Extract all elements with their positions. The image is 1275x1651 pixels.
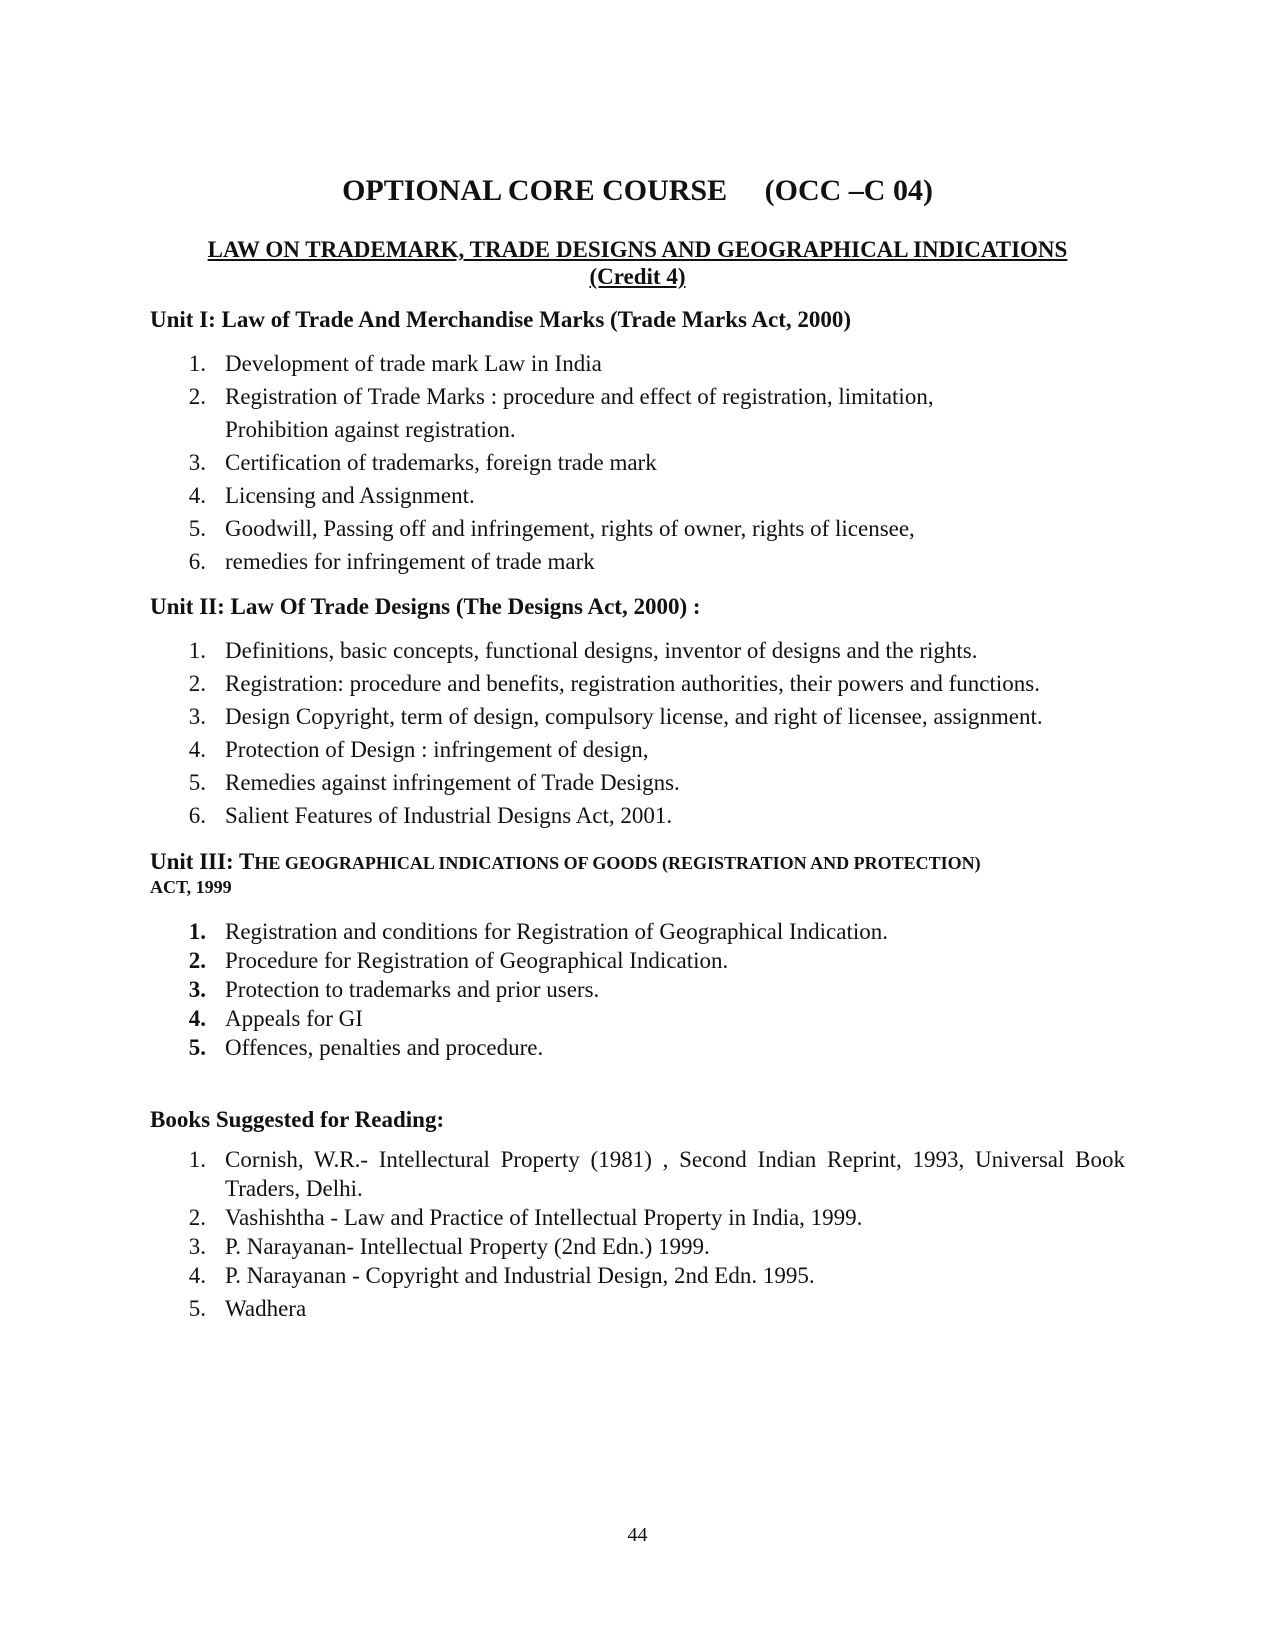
item-text: Registration of Trade Marks : procedure and effect of registration, limitation,	[225, 384, 934, 409]
books-list	[150, 1145, 1125, 1323]
item-number: 4.	[188, 1263, 206, 1288]
item-text: Goodwill, Passing off and infringement, rights of owner, rights of licensee,	[225, 516, 915, 541]
unit3-heading	[150, 848, 1125, 897]
list-item	[150, 347, 1125, 380]
item-text: Vashishtha - Law and Practice of Intellectual Property in India, 1999.	[225, 1205, 863, 1230]
item-text: Registration and conditions for Registration of Geographical Indication.	[225, 919, 889, 944]
item-text: Protection of Design : infringement of design,	[225, 737, 649, 762]
item-text: P. Narayanan- Intellectual Property (2nd Edn.) 1999.	[225, 1234, 710, 1259]
list-item	[150, 1261, 1125, 1290]
item-number: 2.	[188, 671, 206, 696]
list-item	[150, 1033, 1125, 1062]
unit3-heading-prefix: Unit III:	[150, 849, 240, 874]
item-text: Definitions, basic concepts, functional designs, inventor of designs and the rights.	[225, 638, 978, 663]
list-item	[150, 545, 1125, 578]
item-number: 1.	[188, 919, 206, 944]
item-number: 3.	[188, 1234, 206, 1259]
item-text: Protection to trademarks and prior users.	[225, 977, 600, 1002]
item-text: Remedies against infringement of Trade Designs.	[225, 770, 680, 795]
item-number: 6.	[188, 803, 206, 828]
list-item	[150, 975, 1125, 1004]
list-item	[150, 1232, 1125, 1261]
item-text: Design Copyright, term of design, compulsory license, and right of licensee, assignment.	[225, 704, 1043, 729]
list-item	[150, 479, 1125, 512]
list-item	[150, 446, 1125, 479]
books-heading: Books Suggested for Reading:	[150, 1107, 445, 1132]
item-number: 5.	[188, 770, 206, 795]
item-text: Procedure for Registration of Geographical Indication.	[225, 948, 729, 973]
item-text-continued: Prohibition against registration.	[225, 417, 516, 442]
item-text: Wadhera	[225, 1296, 307, 1321]
item-number: 4.	[188, 737, 206, 762]
unit3-heading-rest: HE GEOGRAPHICAL INDICATIONS OF GOODS (REGISTRATION AND PROTECTION)	[254, 853, 981, 873]
list-item	[150, 634, 1125, 667]
unit3-heading-initial: T	[239, 849, 255, 874]
item-text: Development of trade mark Law in India	[225, 351, 602, 376]
list-item	[150, 667, 1125, 700]
item-number: 3.	[188, 977, 206, 1002]
item-number: 5.	[188, 1035, 206, 1060]
page-title: OPTIONAL CORE COURSE (OCC –C 04)	[342, 174, 933, 207]
list-item	[150, 1203, 1125, 1232]
item-text: Certification of trademarks, foreign trade mark	[225, 450, 657, 475]
list-item	[150, 766, 1125, 799]
item-number: 5.	[188, 1296, 206, 1321]
list-item	[150, 380, 1125, 446]
list-item	[150, 1004, 1125, 1033]
item-number: 4.	[188, 1006, 206, 1031]
item-text: Offences, penalties and procedure.	[225, 1035, 544, 1060]
course-credit: (Credit 4)	[589, 264, 686, 289]
unit2-list	[150, 634, 1125, 832]
unit3-heading-line2: ACT, 1999	[150, 877, 232, 897]
list-item	[150, 1145, 1125, 1203]
item-text: Salient Features of Industrial Designs Act, 2001.	[225, 803, 673, 828]
item-text: Appeals for GI	[225, 1006, 363, 1031]
item-number: 1.	[188, 1147, 206, 1172]
item-number: 4.	[188, 483, 206, 508]
item-number: 3.	[188, 450, 206, 475]
item-number: 2.	[188, 1205, 206, 1230]
unit1-list	[150, 347, 1125, 578]
page-number: 44	[627, 1524, 648, 1546]
list-item	[150, 512, 1125, 545]
list-item	[150, 946, 1125, 975]
list-item	[150, 917, 1125, 946]
item-number: 2.	[188, 948, 206, 973]
list-item	[150, 733, 1125, 766]
item-number: 1.	[188, 638, 206, 663]
unit3-list	[150, 917, 1125, 1062]
item-text: Registration: procedure and benefits, registration authorities, their powers and functions.	[225, 671, 1040, 696]
item-number: 2.	[188, 384, 206, 409]
item-number: 6.	[188, 549, 206, 574]
unit2-heading: Unit II: Law Of Trade Designs (The Designs Act, 2000) :	[150, 594, 701, 619]
item-number: 1.	[188, 351, 206, 376]
list-item	[150, 700, 1125, 733]
list-item	[150, 799, 1125, 832]
item-text: remedies for infringement of trade mark	[225, 549, 595, 574]
item-text: Cornish, W.R.- Intellectural Property (1981) , Second Indian Reprint, 1993, Universal Book Traders, Delhi.	[225, 1147, 1125, 1201]
item-text: P. Narayanan - Copyright and Industrial Design, 2nd Edn. 1995.	[225, 1263, 815, 1288]
course-subtitle: LAW ON TRADEMARK, TRADE DESIGNS AND GEOGRAPHICAL INDICATIONS	[207, 237, 1068, 262]
item-text: Licensing and Assignment.	[225, 483, 475, 508]
unit1-heading: Unit I: Law of Trade And Merchandise Marks (Trade Marks Act, 2000)	[150, 307, 852, 332]
item-number: 3.	[188, 704, 206, 729]
list-item	[150, 1294, 1125, 1323]
item-number: 5.	[188, 516, 206, 541]
